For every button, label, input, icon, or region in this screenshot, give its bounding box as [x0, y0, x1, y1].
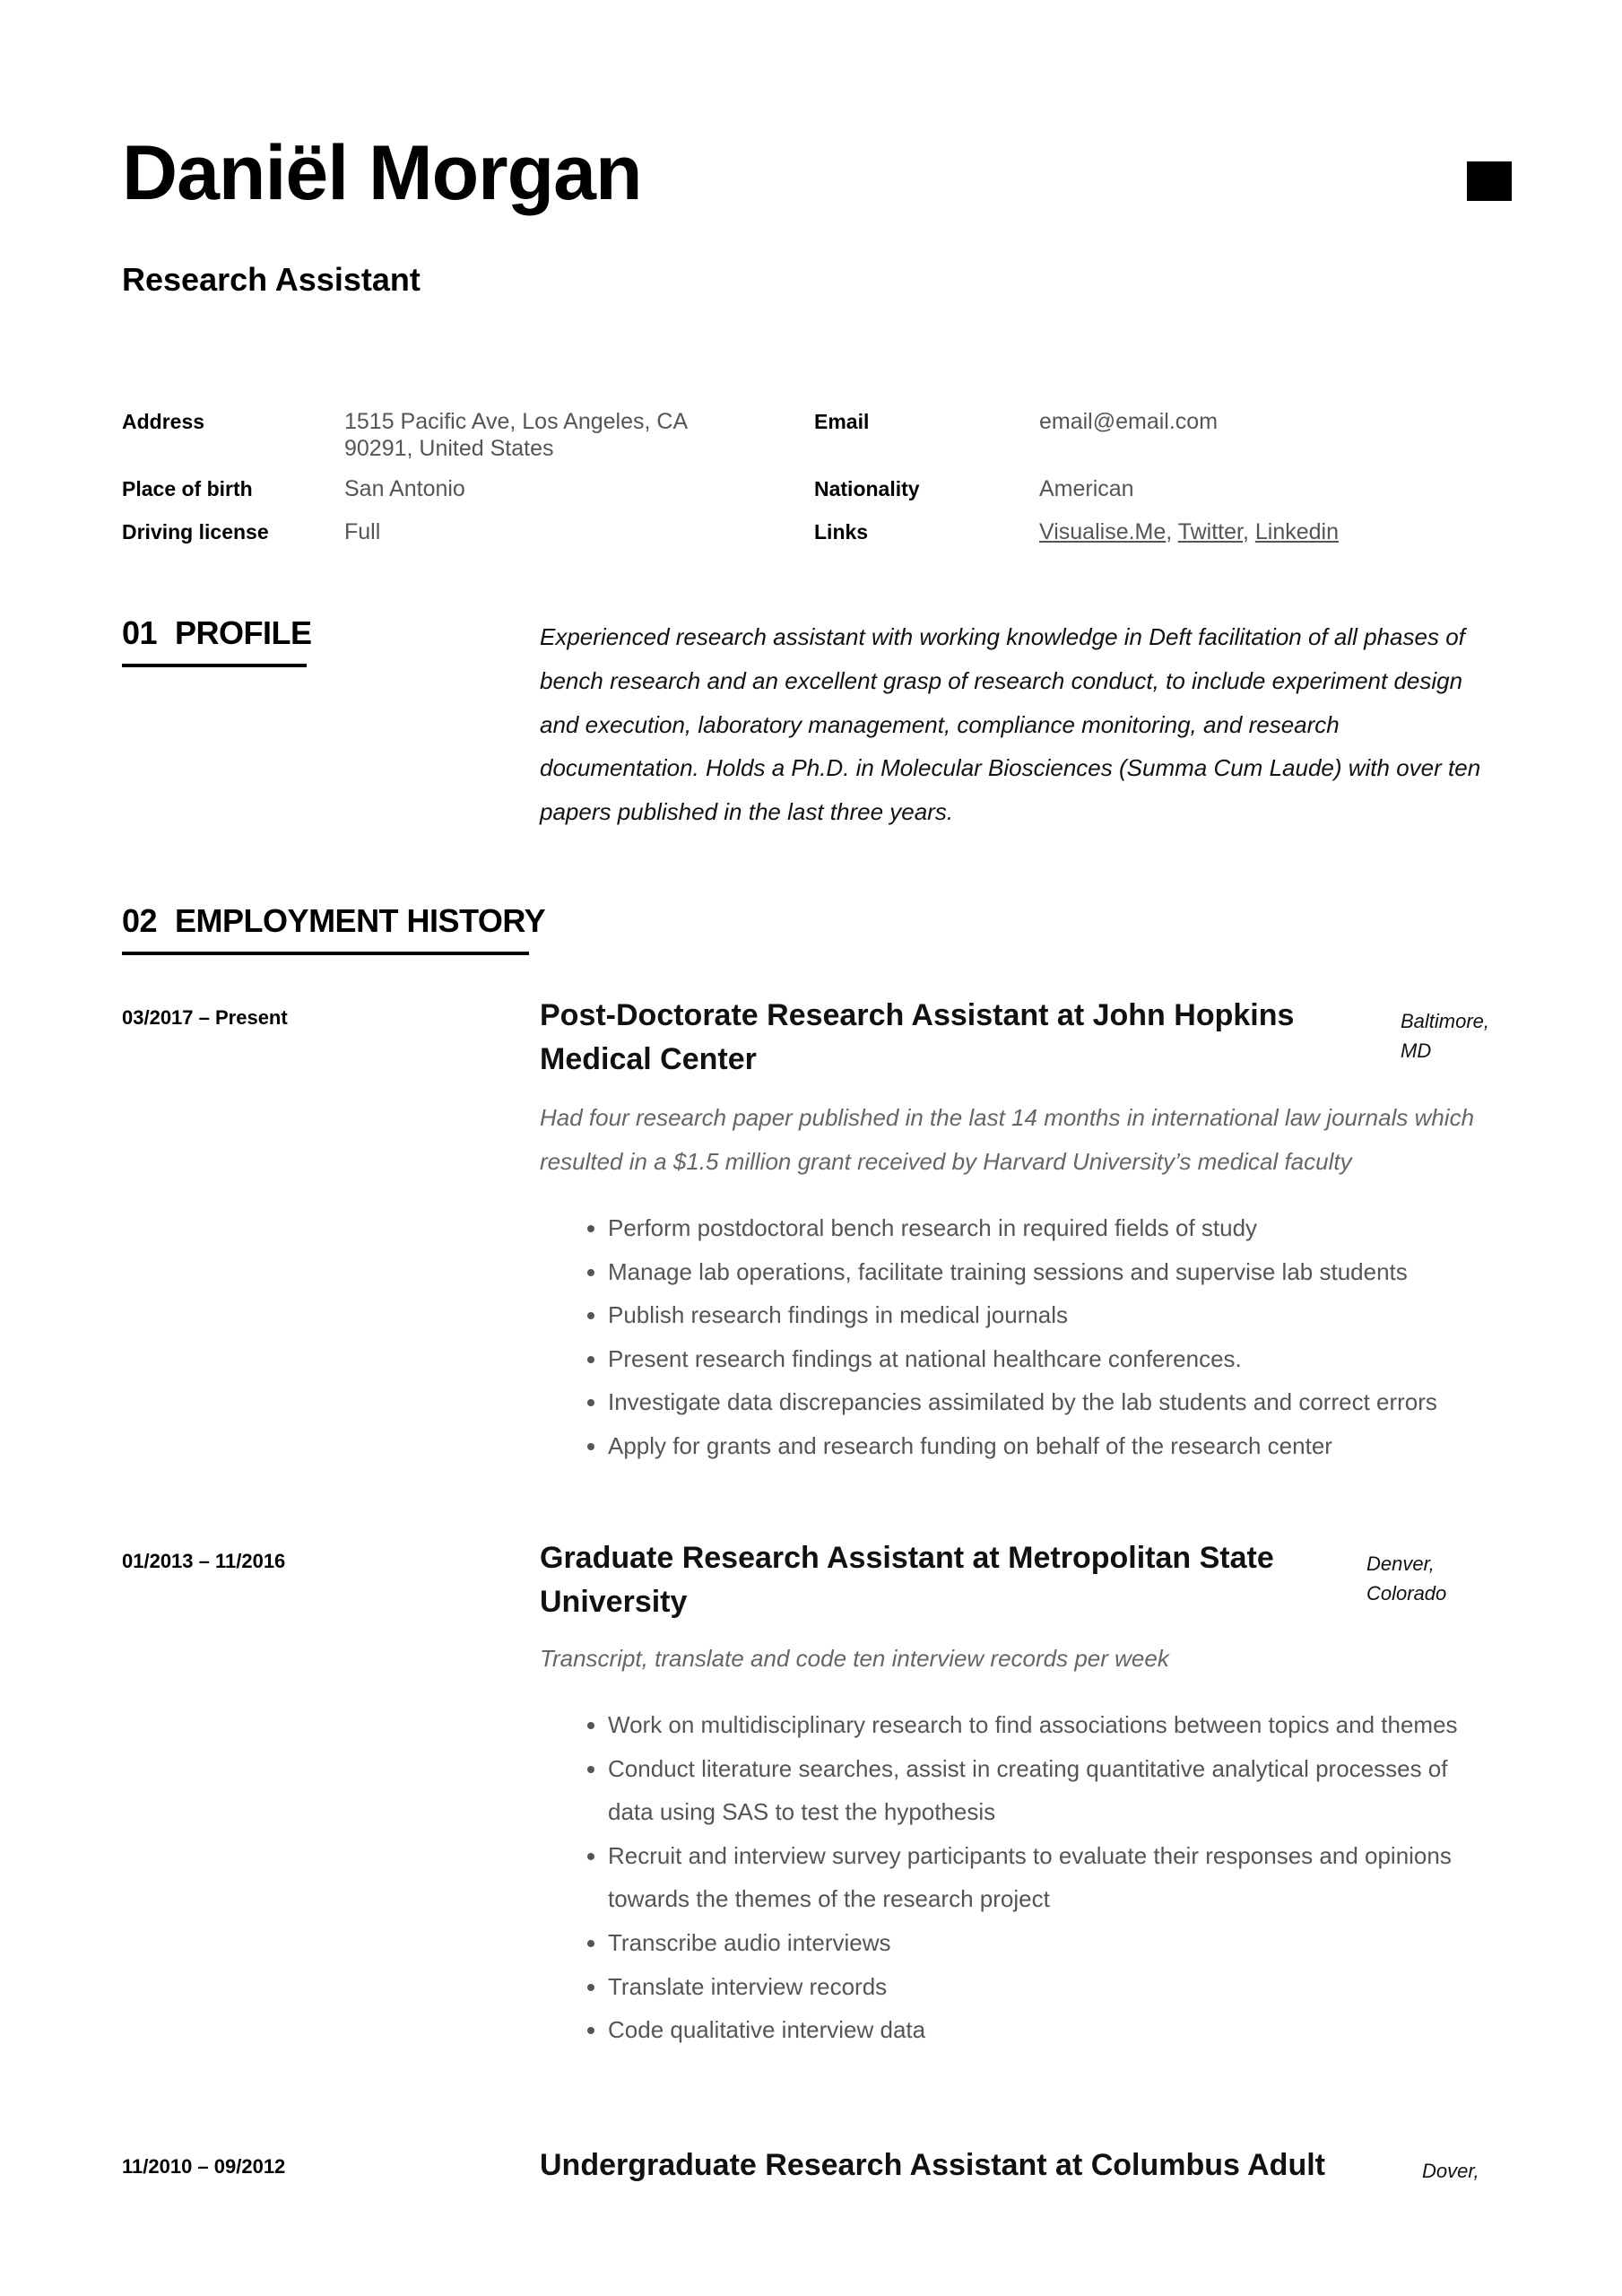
license-value: Full: [344, 519, 381, 544]
employment-heading-text: EMPLOYMENT HISTORY: [175, 902, 546, 939]
candidate-title: Research Assistant: [122, 261, 421, 298]
profile-line: bench research and an excellent grasp of research conduct, to include experiment design: [540, 666, 1463, 694]
link-separator: ,: [1242, 519, 1255, 544]
job-responsibilities: [540, 1703, 1526, 2052]
links-label: Links: [814, 520, 869, 544]
links-value: [1039, 518, 1339, 545]
email-label: Email: [814, 410, 870, 433]
employment-heading-underline: [122, 952, 529, 955]
job-title-line: University: [540, 1585, 688, 1619]
job-description-line: Transcript, translate and code ten interview records per week: [540, 1645, 1169, 1672]
birth-label: Place of birth: [122, 477, 253, 500]
responsibility-item: Code qualitative interview data: [540, 2008, 1526, 2052]
job-location: [1422, 2156, 1479, 2186]
address-value: [344, 408, 688, 462]
profile-line: papers published in the last three years.: [540, 798, 954, 826]
responsibility-item: Investigate data discrepancies assimilated by the lab students and correct errors: [540, 1380, 1526, 1424]
job-description-line: resulted in a $1.5 million grant received by Harvard University’s medical faculty: [540, 1147, 1352, 1175]
license-label: Driving license: [122, 520, 269, 544]
job-location-line: Dover,: [1422, 2160, 1479, 2182]
profile-heading-text: PROFILE: [175, 614, 312, 651]
job-title-line: Graduate Research Assistant at Metropolitan State: [540, 1541, 1274, 1575]
profile-number: 01: [122, 614, 158, 651]
address-label: Address: [122, 410, 205, 433]
profile-line: and execution, laboratory management, compliance monitoring, and research: [540, 710, 1340, 738]
responsibility-item: Recruit and interview survey participants to evaluate their responses and opinions: [540, 1834, 1526, 1878]
job-location: [1401, 1006, 1489, 1065]
job-dates: 11/2010 – 09/2012: [122, 2155, 286, 2178]
job-location: [1366, 1549, 1446, 1608]
address-line-1: 1515 Pacific Ave, Los Angeles, CA: [344, 409, 689, 434]
employment-heading: [122, 902, 546, 939]
responsibility-item: Present research findings at national healthcare conferences.: [540, 1337, 1526, 1381]
job-responsibilities: [540, 1206, 1526, 1468]
decorative-square-icon: [1467, 161, 1512, 201]
job-title: [540, 1536, 1374, 1624]
responsibility-item-continued: data using SAS to test the hypothesis: [608, 1798, 996, 1826]
job-dates: 03/2017 – Present: [122, 1006, 288, 1029]
job-dates: 01/2013 – 11/2016: [122, 1550, 286, 1572]
responsibility-item: Publish research findings in medical journals: [540, 1293, 1526, 1337]
job-description-line: Had four research paper published in the last 14 months in international law journals which: [540, 1104, 1475, 1131]
job-location-line: Colorado: [1366, 1582, 1447, 1605]
responsibility-item: Apply for grants and research funding on behalf of the research center: [540, 1424, 1526, 1468]
profile-heading: [122, 614, 312, 651]
profile-summary: [540, 615, 1503, 834]
job-location-line: Denver,: [1366, 1552, 1435, 1575]
job-location-line: MD: [1401, 1039, 1432, 1062]
nationality-label: Nationality: [814, 477, 920, 500]
link-visualise-me[interactable]: Visualise.Me: [1039, 519, 1167, 544]
email-value: email@email.com: [1039, 409, 1219, 434]
profile-heading-underline: [122, 664, 307, 667]
nationality-value: American: [1039, 476, 1134, 501]
responsibility-item: Translate interview records: [540, 1965, 1526, 2009]
job-location-line: Baltimore,: [1401, 1010, 1490, 1032]
responsibility-item: Manage lab operations, facilitate training sessions and supervise lab students: [540, 1250, 1526, 1294]
job-description: [540, 1096, 1526, 1184]
link-linkedin[interactable]: Linkedin: [1254, 519, 1340, 544]
candidate-name: Daniël Morgan: [122, 130, 642, 216]
address-line-2: 90291, United States: [344, 436, 554, 461]
link-separator: ,: [1166, 519, 1178, 544]
profile-line: documentation. Holds a Ph.D. in Molecular Biosciences (Summa Cum Laude) with over ten: [540, 754, 1481, 782]
responsibility-item: Transcribe audio interviews: [540, 1921, 1526, 1965]
profile-line: Experienced research assistant with working knowledge in Deft facilitation of all phases of: [540, 623, 1465, 650]
birth-value: San Antonio: [344, 476, 465, 501]
job-title-line: Undergraduate Research Assistant at Columbus Adult: [540, 2148, 1325, 2182]
responsibility-item: Conduct literature searches, assist in creating quantitative analytical processes of: [540, 1747, 1526, 1791]
job-title: [540, 2144, 1392, 2187]
job-title: [540, 994, 1392, 1082]
responsibility-item-continued: towards the themes of the research project: [608, 1885, 1050, 1913]
link-twitter[interactable]: Twitter: [1177, 519, 1243, 544]
responsibility-item: Perform postdoctoral bench research in required fields of study: [540, 1206, 1526, 1250]
responsibility-item: Work on multidisciplinary research to find associations between topics and themes: [540, 1703, 1526, 1747]
job-title-line: Medical Center: [540, 1042, 757, 1076]
job-title-line: Post-Doctorate Research Assistant at John Hopkins: [540, 998, 1295, 1032]
job-description: [540, 1637, 1526, 1681]
employment-number: 02: [122, 902, 158, 939]
